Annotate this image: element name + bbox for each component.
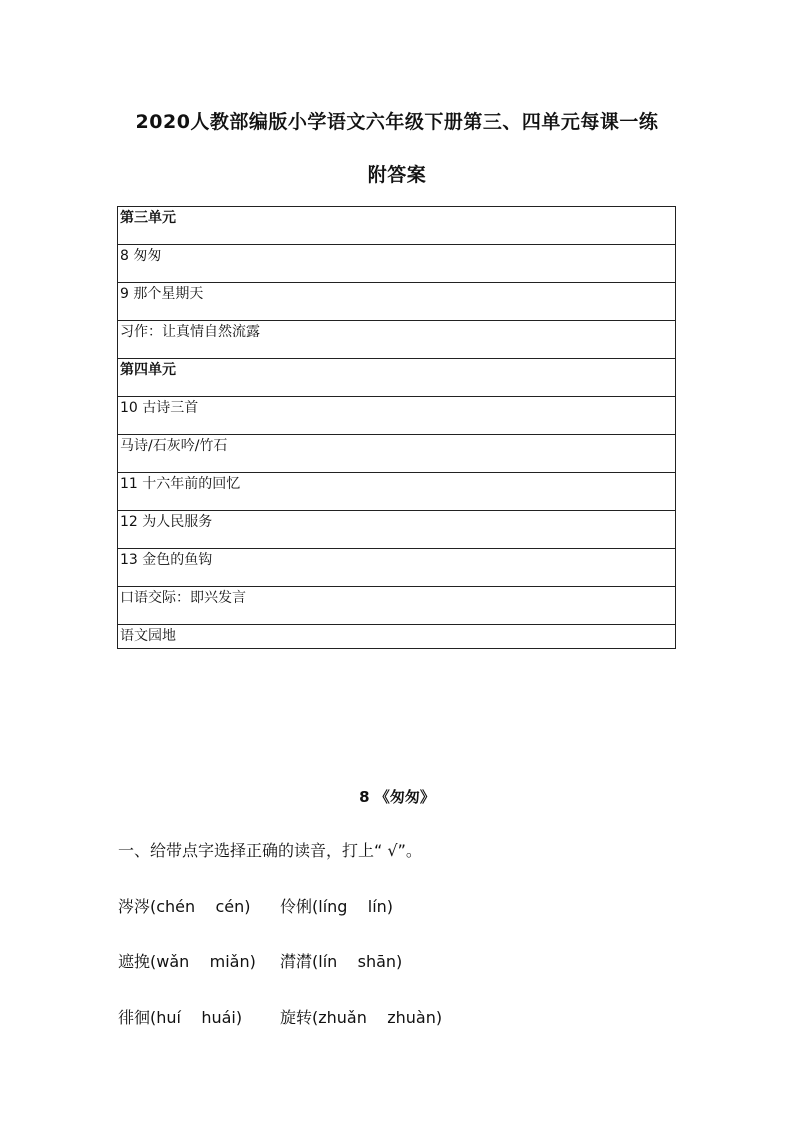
pinyin-item: 旋转(zhuǎn zhuàn) bbox=[280, 1008, 443, 1027]
toc-item: 语文园地 bbox=[118, 625, 676, 649]
table-row bbox=[118, 625, 676, 649]
toc-item: 11 十六年前的回忆 bbox=[118, 473, 676, 511]
table-row bbox=[118, 397, 676, 435]
pinyin-row bbox=[118, 949, 402, 972]
toc-item: 口语交际：即兴发言 bbox=[118, 587, 676, 625]
table-row bbox=[118, 435, 676, 473]
pinyin-item: 涔涔(chén cén) bbox=[118, 897, 251, 916]
table-row bbox=[118, 511, 676, 549]
table-row bbox=[118, 549, 676, 587]
toc-item: 马诗/石灰吟/竹石 bbox=[118, 435, 676, 473]
table-row bbox=[118, 321, 676, 359]
toc-item: 8 匆匆 bbox=[118, 245, 676, 283]
table-row bbox=[118, 587, 676, 625]
table-row bbox=[118, 359, 676, 397]
pinyin-row bbox=[118, 894, 393, 917]
table-row bbox=[118, 207, 676, 245]
toc-item: 9 那个星期天 bbox=[118, 283, 676, 321]
pinyin-row bbox=[118, 1005, 442, 1028]
toc-unit-3: 第三单元 bbox=[118, 207, 676, 245]
table-of-contents bbox=[117, 206, 676, 649]
question-1-prompt: 一、给带点字选择正确的读音，打上“ √”。 bbox=[118, 841, 422, 860]
pinyin-item: 徘徊(huí huái) bbox=[118, 1008, 243, 1027]
document-title: 2020人教部编版小学语文六年级下册第三、四单元每课一练 bbox=[135, 111, 659, 133]
document-subtitle: 附答案 bbox=[367, 164, 427, 186]
pinyin-item: 潸潸(lín shān) bbox=[280, 952, 403, 971]
toc-item: 12 为人民服务 bbox=[118, 511, 676, 549]
table-row bbox=[118, 473, 676, 511]
toc-unit-4: 第四单元 bbox=[118, 359, 676, 397]
pinyin-item: 伶俐(líng lín) bbox=[280, 897, 394, 916]
pinyin-item: 遮挽(wǎn miǎn) bbox=[118, 952, 256, 971]
table-row bbox=[118, 245, 676, 283]
table-row bbox=[118, 283, 676, 321]
toc-item: 习作：让真情自然流露 bbox=[118, 321, 676, 359]
toc-item: 13 金色的鱼钩 bbox=[118, 549, 676, 587]
toc-item: 10 古诗三首 bbox=[118, 397, 676, 435]
lesson-heading: 8 《匆匆》 bbox=[359, 788, 435, 806]
